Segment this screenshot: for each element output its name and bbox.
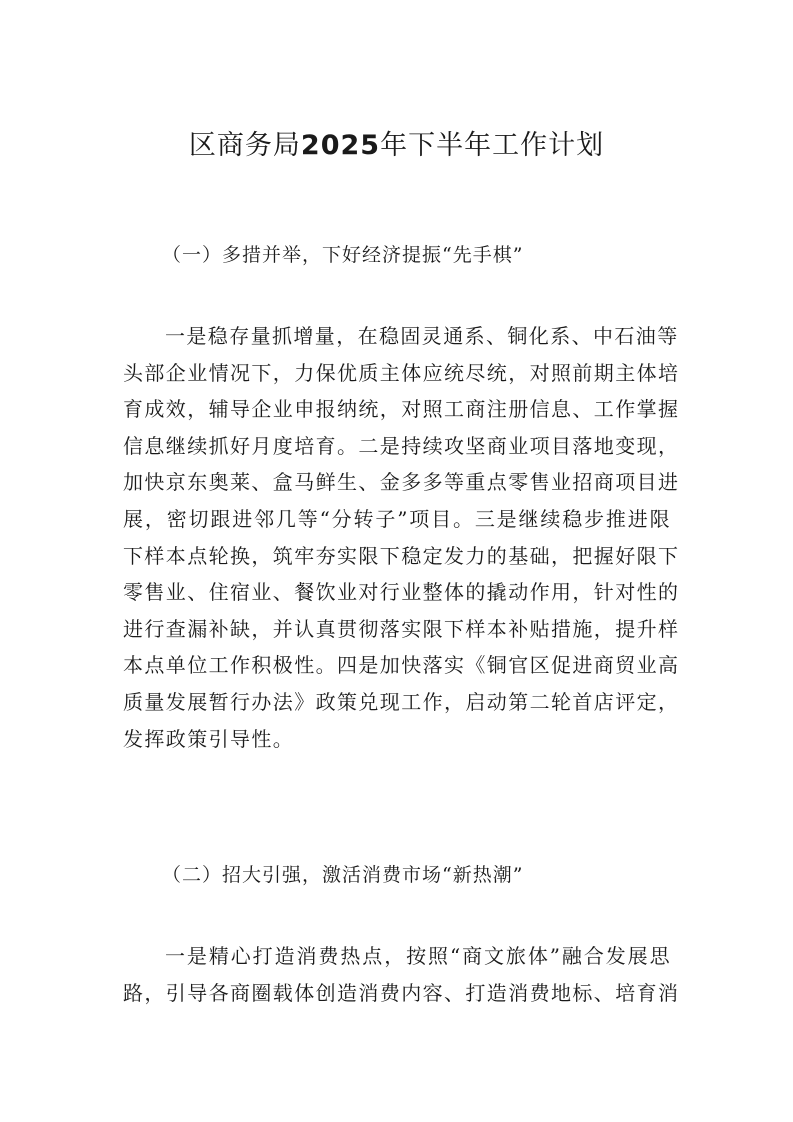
section-heading-2: （二）招大引强，激活消费市场“新热潮” [162, 864, 524, 886]
paragraph-line: 路，引导各商圈载体创造消费内容、打造消费地标、培育消 [123, 980, 680, 1005]
title-prefix: 区商务局 [188, 130, 301, 161]
paragraph-line: 展，密切跟进邻几等“分转子”项目。三是继续稳步推进限 [123, 506, 671, 531]
paragraph-line: 加快京东奥莱、盒马鲜生、金多多等重点零售业招商项目进 [123, 470, 680, 495]
paragraph-line: 发挥政策引导性。 [123, 726, 295, 751]
section-body-2 [123, 938, 680, 1011]
paragraph-line: 本点单位工作积极性。四是加快落实《铜官区促进商贸业高 [123, 653, 680, 678]
paragraph-line: 进行查漏补缺，并认真贯彻落实限下样本补贴措施，提升样 [123, 616, 680, 641]
paragraph-line: 质量发展暂行办法》政策兑现工作，启动第二轮首店评定， [123, 689, 680, 714]
title-year: 2025 [300, 130, 381, 161]
section-body-1 [123, 318, 680, 757]
paragraph-line: 头部企业情况下，力保优质主体应统尽统，对照前期主体培 [123, 360, 680, 385]
title-suffix: 年下半年工作计划 [380, 130, 605, 161]
paragraph-line: 信息继续抓好月度培育。二是持续攻坚商业项目落地变现， [123, 433, 680, 458]
paragraph-line: 一是稳存量抓增量，在稳固灵通系、铜化系、中石油等 [165, 324, 679, 348]
section-heading-1: （一）多措并举，下好经济提振“先手棋” [162, 244, 524, 266]
paragraph-line: 下样本点轮换，筑牢夯实限下稳定发力的基础，把握好限下 [123, 543, 680, 568]
paragraph-line: 零售业、住宿业、餐饮业对行业整体的撬动作用，针对性的 [123, 580, 680, 605]
paragraph-line: 育成效，辅导企业申报纳统，对照工商注册信息、工作掌握 [123, 397, 680, 422]
document-title [0, 126, 793, 166]
paragraph-line: 一是精心打造消费热点，按照“商文旅体”融合发展思 [165, 944, 671, 968]
